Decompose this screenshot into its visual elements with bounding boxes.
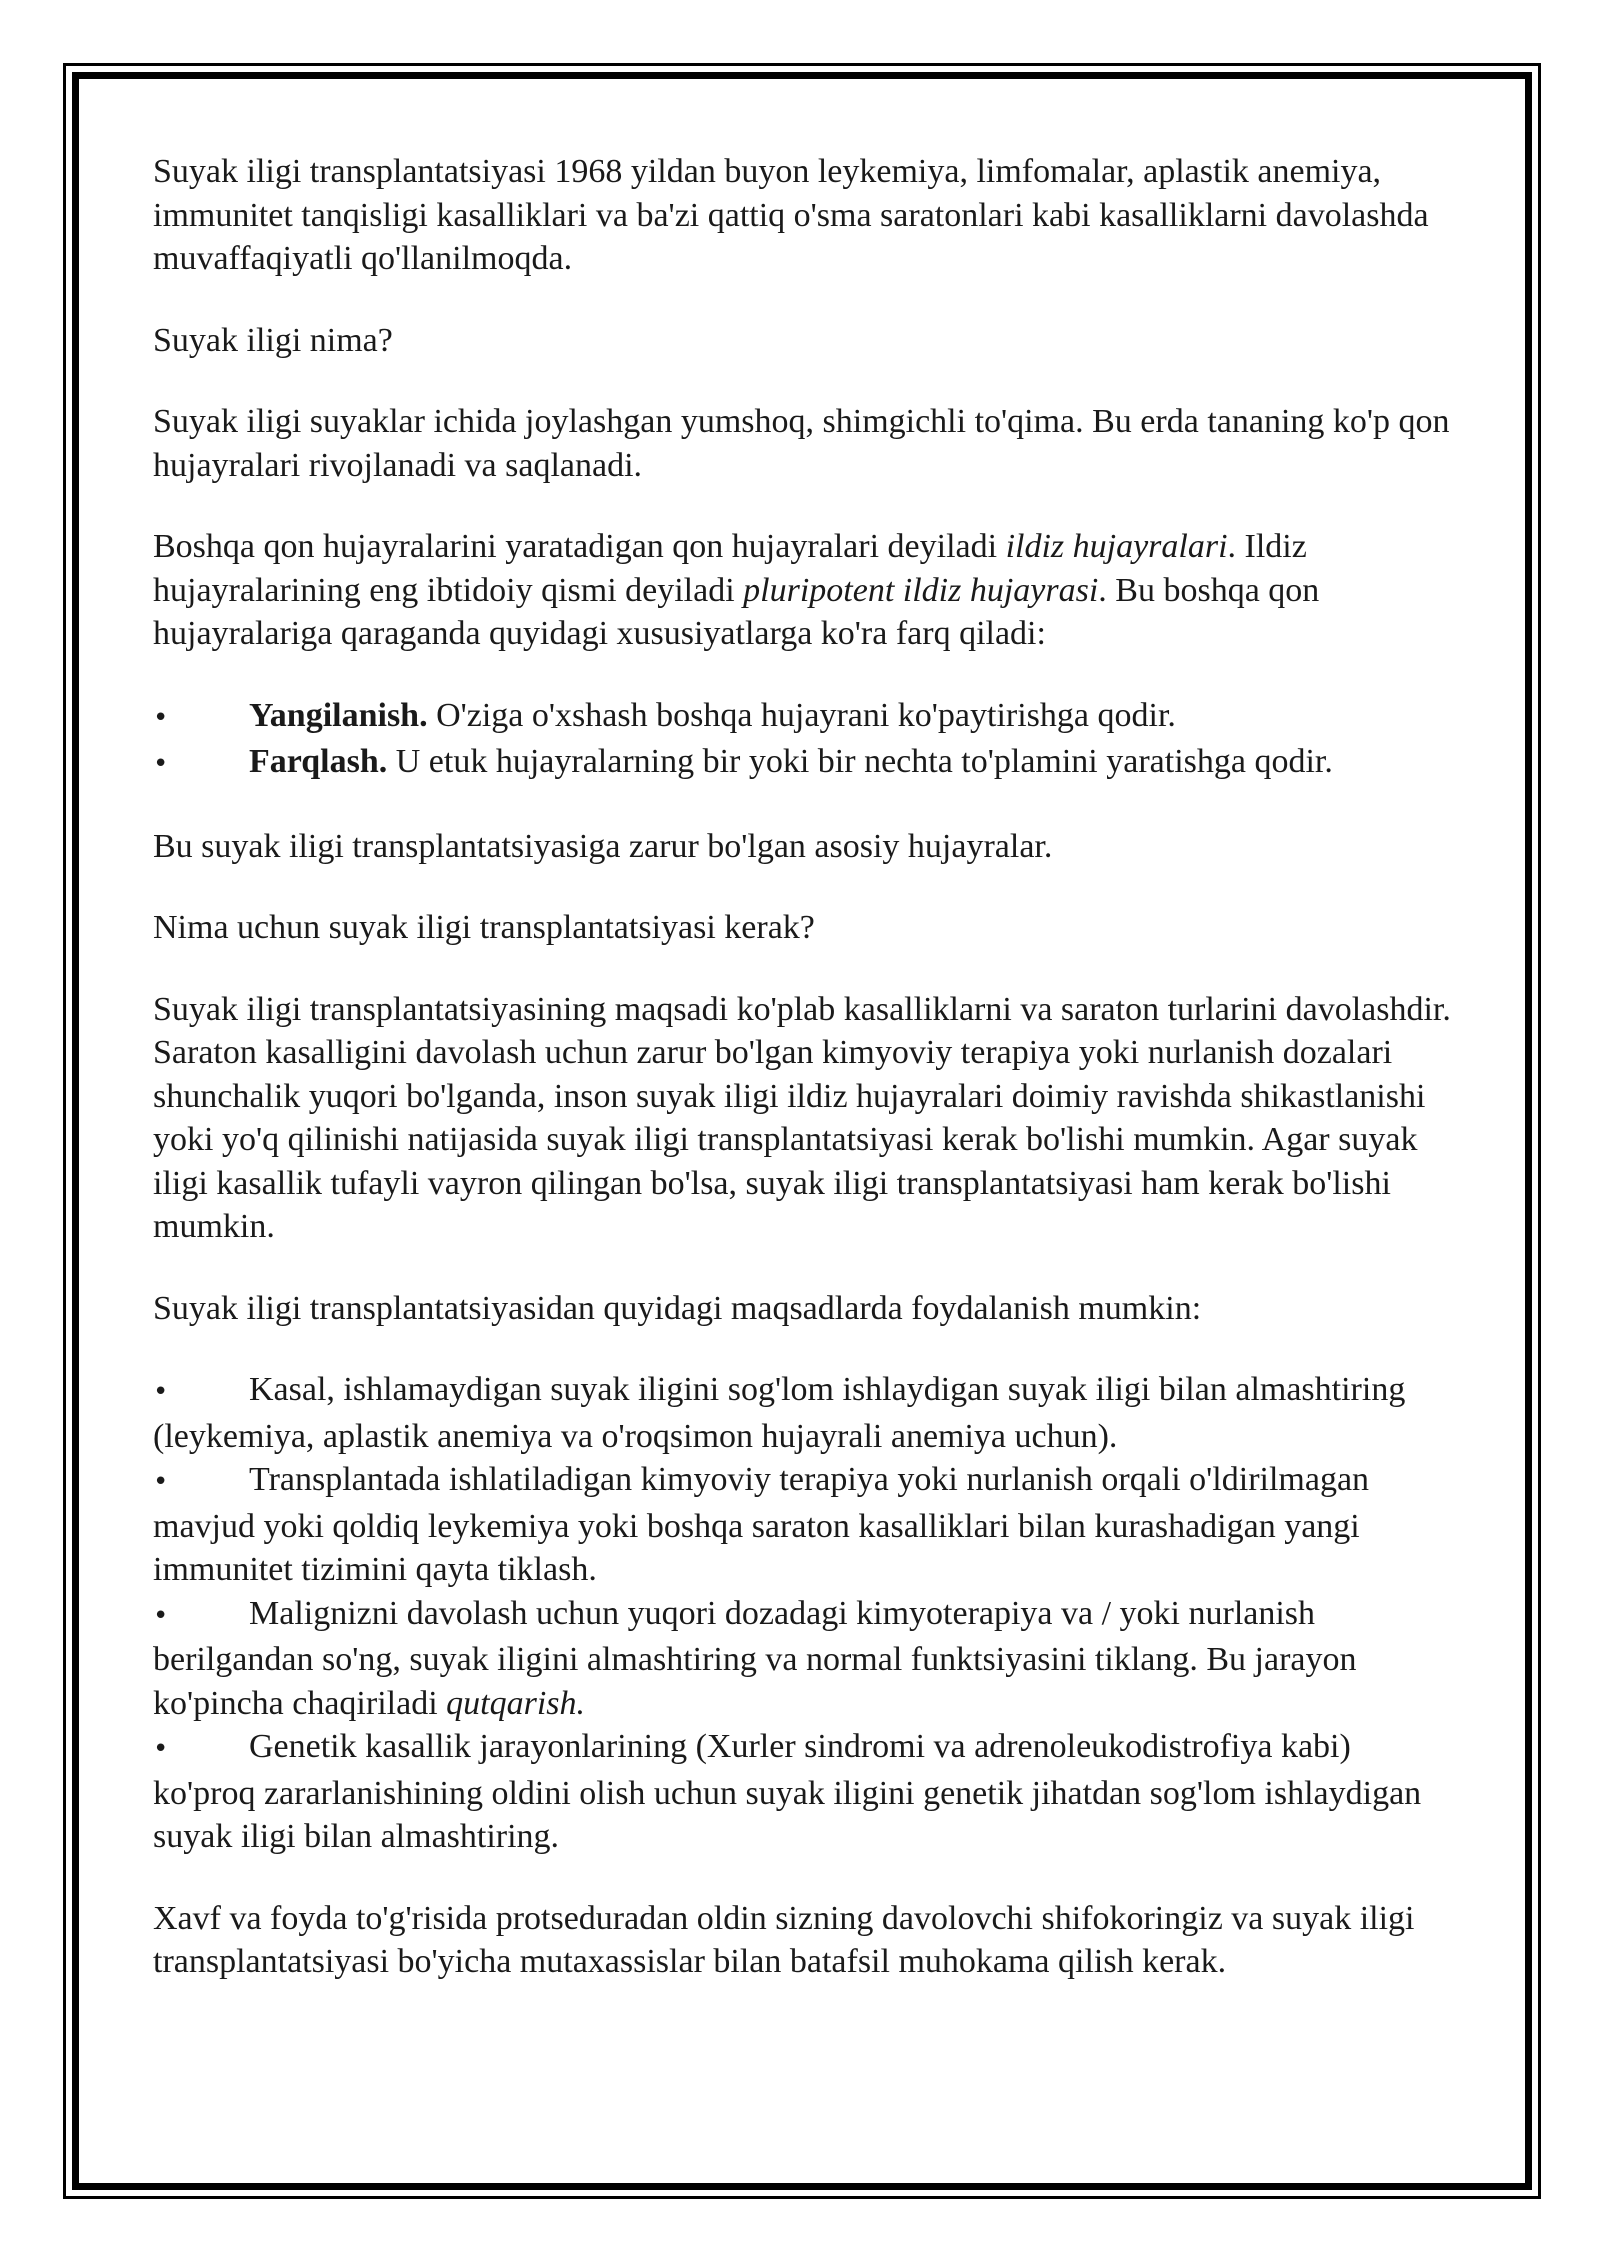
paragraph-intro: Suyak iligi transplantatsiyasi 1968 yildan buyon leykemiya, limfomalar, aplastik anemiya, immunitet tanqisligi kasalliklari va ba'zi qattiq o'sma saratonlari kabi kasalliklarni davolashda muvaffaqiyatli qo'llanilmoqda. <box>153 153 1429 277</box>
list-item: •Genetik kasallik jarayonlarining (Xurler sindromi va adrenoleukodistrofiya kabi) ko'proq zararlanishining oldini olish uchun suyak iligini genetik jihatdan sog'lom ishlaydigan suyak iligi bilan almashtiring. <box>153 1725 1453 1859</box>
paragraph-key-cells: Bu suyak iligi transplantatsiyasiga zarur bo'lgan asosiy hujayralar. <box>153 827 1053 865</box>
bullet-icon <box>153 694 249 741</box>
bullet-icon <box>153 1458 249 1505</box>
paragraph-stem-cells: Boshqa qon hujayralarini yaratadigan qon hujayralari deyiladi ildiz hujayralari. Ildiz hujayralarining eng ibtidoiy qismi deyiladi pluripotent ildiz hujayrasi. Bu boshqa qon hujayralariga qaraganda quyidagi xususiyatlarga ko'ra farq qiladi: <box>153 528 1320 652</box>
term-pluripotent: pluripotent ildiz hujayrasi <box>743 571 1099 609</box>
list-item: •Transplantada ishlatiladigan kimyoviy terapiya yoki nurlanish orqali o'ldirilmagan mavjud yoki qoldiq leykemiya yoki boshqa saraton kasalliklari bilan kurashadigan yangi immunitet tizimini qayta tiklash. <box>153 1458 1453 1592</box>
list-item: •Malignizni davolash uchun yuqori dozadagi kimyoterapiya va / yoki nurlanish berilgandan so'ng, suyak iligini almashtiring va normal funktsiyasini tiklang. Bu jarayon ko'pincha chaqiriladi qutqarish. <box>153 1592 1453 1726</box>
paragraph-marrow-definition: Suyak iligi suyaklar ichida joylashgan yumshoq, shimgichli to'qima. Bu erda tananing ko'p qon hujayralari rivojlanadi va saqlanadi. <box>153 403 1450 484</box>
term-stem-cells: ildiz hujayralari <box>1005 528 1228 565</box>
list-item: •Kasal, ishlamaydigan suyak iligini sog'lom ishlaydigan suyak iligi bilan almashtiring (leykemiya, aplastik anemiya va o'roqsimon hujayrali anemiya uchun). <box>153 1368 1453 1458</box>
list-item: •Farqlash. U etuk hujayralarning bir yoki bir nechta to'plamini yaratishga qodir. <box>153 740 1453 787</box>
question-why-needed: Nima uchun suyak iligi transplantatsiyasi kerak? <box>153 909 815 946</box>
document-body <box>153 150 1453 2022</box>
bullet-icon <box>153 1592 249 1639</box>
list-item: •Yangilanish. O'ziga o'xshash boshqa hujayrani ko'paytirishga qodir. <box>153 694 1453 741</box>
bullet-icon <box>153 1368 249 1415</box>
bullet-icon <box>153 740 249 787</box>
paragraph-purpose: Suyak iligi transplantatsiyasining maqsadi ko'plab kasalliklarni va saraton turlarini davolashdir. Saraton kasalligini davolash uchun zarur bo'lgan kimyoviy terapiya yoki nurlanish dozalari shunchalik yuqori bo'lganda, inson suyak iligi ildiz hujayralari doimiy ravishda shikastlanishi yoki yo'q qilinishi natijasida suyak iligi transplantatsiyasi kerak bo'lishi mumkin. Agar suyak iligi kasallik tufayli vayron qilingan bo'lsa, suyak iligi transplantatsiyasi ham kerak bo'lishi mumkin. <box>153 990 1451 1245</box>
uses-list <box>153 1368 1453 1859</box>
paragraph-uses-intro: Suyak iligi transplantatsiyasidan quyidagi maqsadlarda foydalanish mumkin: <box>153 1289 1202 1327</box>
stem-cell-properties-list <box>153 694 1453 787</box>
term-rescue: qutqarish. <box>446 1684 585 1722</box>
question-what-is-marrow: Suyak iligi nima? <box>153 321 393 359</box>
bullet-icon <box>153 1725 249 1772</box>
paragraph-risks: Xavf va foyda to'g'risida protseduradan oldin sizning davolovchi shifokoringiz va suyak iligi transplantatsiyasi bo'yicha mutaxassislar bilan batafsil muhokama qilish kerak. <box>153 1899 1415 1980</box>
